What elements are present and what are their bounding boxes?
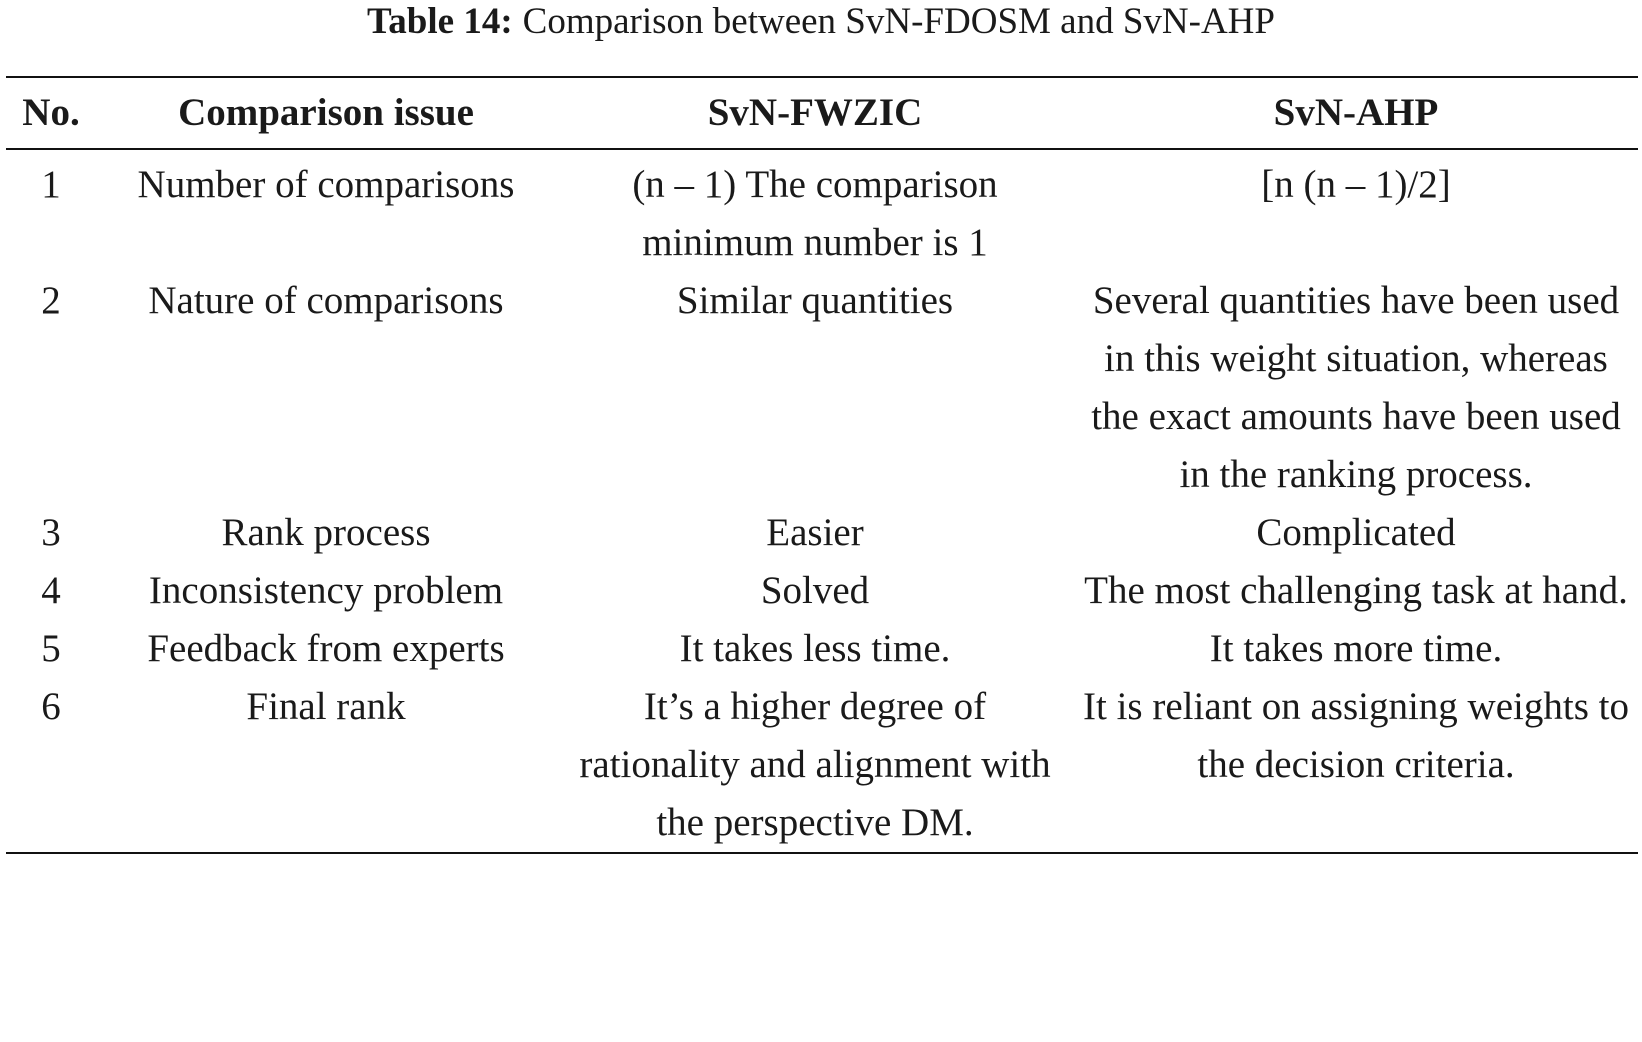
- table-row: [6, 149, 1638, 272]
- row-number: 3: [41, 511, 61, 554]
- header-row: [6, 77, 1638, 149]
- row-issue: Final rank: [246, 685, 406, 728]
- row-issue: Inconsistency problem: [148, 569, 504, 612]
- header-svn-fwzic: SvN-FWZIC: [707, 91, 923, 134]
- row-svn-ahp: The most challenging task at hand.: [1084, 569, 1628, 612]
- table-row: [6, 620, 1638, 678]
- header-svn-ahp: SvN-AHP: [1273, 91, 1439, 134]
- row-svn-ahp: Complicated: [1256, 511, 1456, 554]
- row-svn-ahp: It is reliant on assigning weights to the decision criteria.: [1083, 685, 1629, 786]
- row-svn-ahp: It takes more time.: [1209, 627, 1503, 670]
- row-svn-fwzic: (n – 1) The comparison minimum number is 1: [632, 163, 998, 264]
- table-header: [6, 77, 1638, 149]
- table-caption: [0, 0, 1642, 44]
- table-row: [6, 504, 1638, 562]
- row-svn-fwzic: It takes less time.: [679, 627, 951, 670]
- row-issue: Feedback from experts: [147, 627, 505, 670]
- row-issue: Nature of comparisons: [148, 279, 504, 322]
- row-number: 4: [41, 569, 61, 612]
- row-number: 6: [41, 685, 61, 728]
- table-row: [6, 272, 1638, 504]
- row-number: 5: [41, 627, 61, 670]
- table-row: [6, 678, 1638, 853]
- row-svn-fwzic: Solved: [760, 569, 870, 612]
- table-body: [6, 149, 1638, 853]
- row-number: 2: [41, 279, 61, 322]
- row-svn-fwzic: Similar quantities: [676, 279, 954, 322]
- row-svn-fwzic: It’s a higher degree of rationality and alignment with the perspective DM.: [579, 685, 1051, 844]
- row-issue: Rank process: [221, 511, 431, 554]
- row-svn-fwzic: Easier: [766, 511, 864, 554]
- table-caption-text: Comparison between SvN-FDOSM and SvN-AHP: [522, 1, 1275, 42]
- row-svn-ahp: [n (n – 1)/2]: [1261, 163, 1451, 206]
- row-number: 1: [41, 163, 61, 206]
- comparison-table: [6, 76, 1638, 854]
- table-caption-label: Table 14:: [367, 1, 513, 42]
- row-issue: Number of comparisons: [137, 163, 515, 206]
- row-svn-ahp: Several quantities have been used in this weight situation, whereas the exact amounts have been used in the ranking process.: [1091, 279, 1621, 496]
- table-row: [6, 562, 1638, 620]
- header-comparison-issue: Comparison issue: [178, 91, 474, 134]
- header-no: No.: [22, 91, 80, 134]
